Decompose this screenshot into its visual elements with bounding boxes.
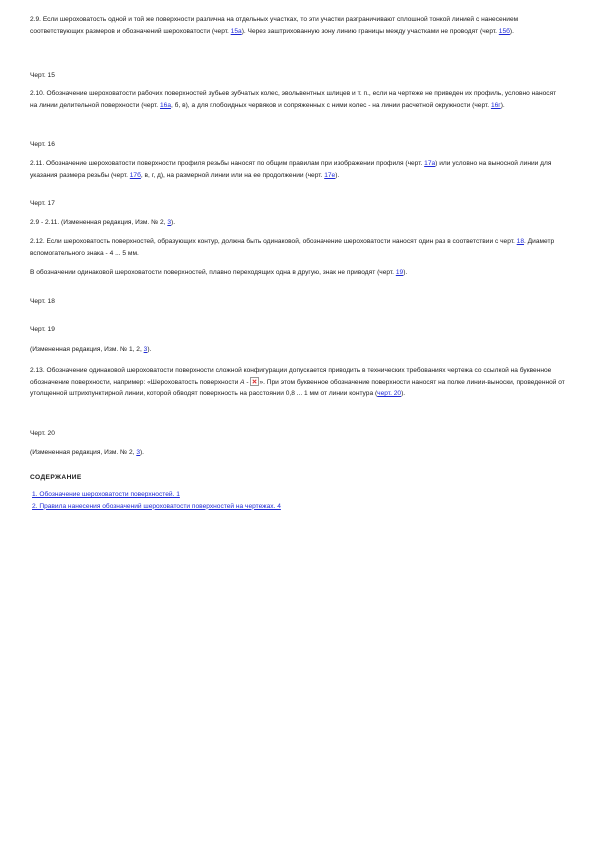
text: ). (509, 27, 514, 35)
link-chart-19[interactable]: 19 (395, 269, 404, 276)
toc-title: СОДЕРЖАНИЕ (30, 473, 82, 481)
paragraph-2-12 (30, 236, 565, 259)
text: ) или условно на выносной линии для указания размера резьбы (черт. (30, 160, 552, 179)
text: ). (147, 346, 152, 353)
text: ). (500, 101, 505, 109)
text: ). (401, 390, 406, 398)
text: ). (139, 449, 145, 456)
chart-caption-16: Черт. 16 (30, 141, 55, 148)
chart-caption-15: Черт. 15 (30, 72, 55, 79)
text: ). Через заштрихованную зону линию границы между участками не проводят (черт. (241, 27, 499, 35)
table-of-contents (30, 489, 281, 512)
chart-caption-17: Черт. 17 (30, 200, 55, 207)
text: ). (171, 219, 176, 226)
text: 2.12. Если шероховатость поверхностей, образующих контур, должна быть одинаковой, обозначение шероховатости наносят один раз в соответствии с черт. (30, 238, 517, 245)
text: В обозначении одинаковой шероховатости поверхностей, плавно переходящих одна в другую, знак не приводят (черт. (30, 269, 396, 276)
toc-item-2[interactable]: 2. Правила нанесения обозначений шероховатости поверхностей на чертежах. 4 (32, 502, 281, 510)
link-chart-16a[interactable]: 16а (159, 101, 171, 109)
revision-note-3 (30, 447, 144, 459)
link-chart-15a[interactable]: 15а (230, 27, 242, 35)
toc-item-1[interactable]: 1. Обозначение шероховатости поверхностей. 1 (32, 491, 180, 498)
chart-caption-20: Черт. 20 (30, 430, 55, 437)
text: ). (403, 269, 408, 276)
text: 2.13. Обозначение одинаковой шероховатости поверхности сложной конфигурации допускается приводить в технических требованиях чертежа со ссылкой на буквенное обозначение поверхности, например: «Шероховатость поверхности (30, 367, 552, 386)
link-chart-18[interactable]: 18 (516, 238, 525, 245)
paragraph-2-10 (30, 88, 565, 111)
paragraph-2-9 (30, 14, 565, 37)
link-chart-16g[interactable]: 16г (490, 101, 501, 109)
link-chart-17b[interactable]: 17б (129, 171, 141, 179)
text: ». При этом буквенное обозначение поверхности наносят на полке линии-выноски, проведенной от утолщенной штрихпунктирной линии, которой обводят поверхность на расстоянии 0,8 ... 1 мм от линии контура ( (30, 378, 565, 398)
text: 2.10. Обозначение шероховатости рабочих поверхностей зубьев зубчатых колес, эвольвентных шлицев и т. п., если на чертеже не приведен их профиль, условно наносят на линии делительной поверхности (черт. (30, 90, 557, 109)
text: , в, г, д), на размерной линии или на ее продолжении (черт. (140, 171, 325, 179)
link-amendment-3[interactable]: 3 (143, 346, 148, 353)
link-chart-15b[interactable]: 15б (498, 27, 510, 35)
text: (Измененная редакция, Изм. № 1, 2, (30, 346, 144, 353)
text: - (244, 378, 251, 386)
revision-note-1 (30, 217, 175, 229)
text: 2.9 - 2.11. (Измененная редакция, Изм. № 2, (30, 219, 168, 226)
link-amendment-3[interactable]: 3 (136, 449, 140, 456)
chart-caption-18: Черт. 18 (30, 298, 55, 305)
paragraph-2-13 (30, 365, 565, 400)
broken-image-icon (250, 377, 259, 386)
text: 2.11. Обозначение шероховатости поверхности профиля резьбы наносят по общим правилам при изображении профиля (черт. (30, 160, 425, 167)
link-chart-17a[interactable]: 17а (424, 160, 436, 167)
link-chart-20[interactable]: черт. 20 (377, 390, 402, 398)
text: А (240, 378, 245, 386)
text: . Диаметр вспомогательного знака - 4 ... 5 мм. (30, 238, 555, 257)
link-chart-17e[interactable]: 17е (324, 171, 336, 179)
link-amendment-3[interactable]: 3 (167, 219, 172, 226)
text: 2.9. Если шероховатость одной и той же поверхности различна на отдельных участках, то эти участки разграничивают сплошной тонкой линией с нанесением соответствующих размеров и обозначений шероховатости (черт. (30, 16, 519, 35)
chart-caption-19: Черт. 19 (30, 326, 55, 333)
paragraph-2-11 (30, 158, 565, 181)
paragraph-2-12-continued (30, 267, 407, 279)
revision-note-2 (30, 344, 151, 356)
text: (Измененная редакция, Изм. № 2, (30, 449, 137, 456)
text: , б, в), а для глобоидных червяков и сопряженных с ними колес - на линии расчетной окружности (черт. (171, 101, 491, 109)
text: ). (335, 171, 340, 179)
